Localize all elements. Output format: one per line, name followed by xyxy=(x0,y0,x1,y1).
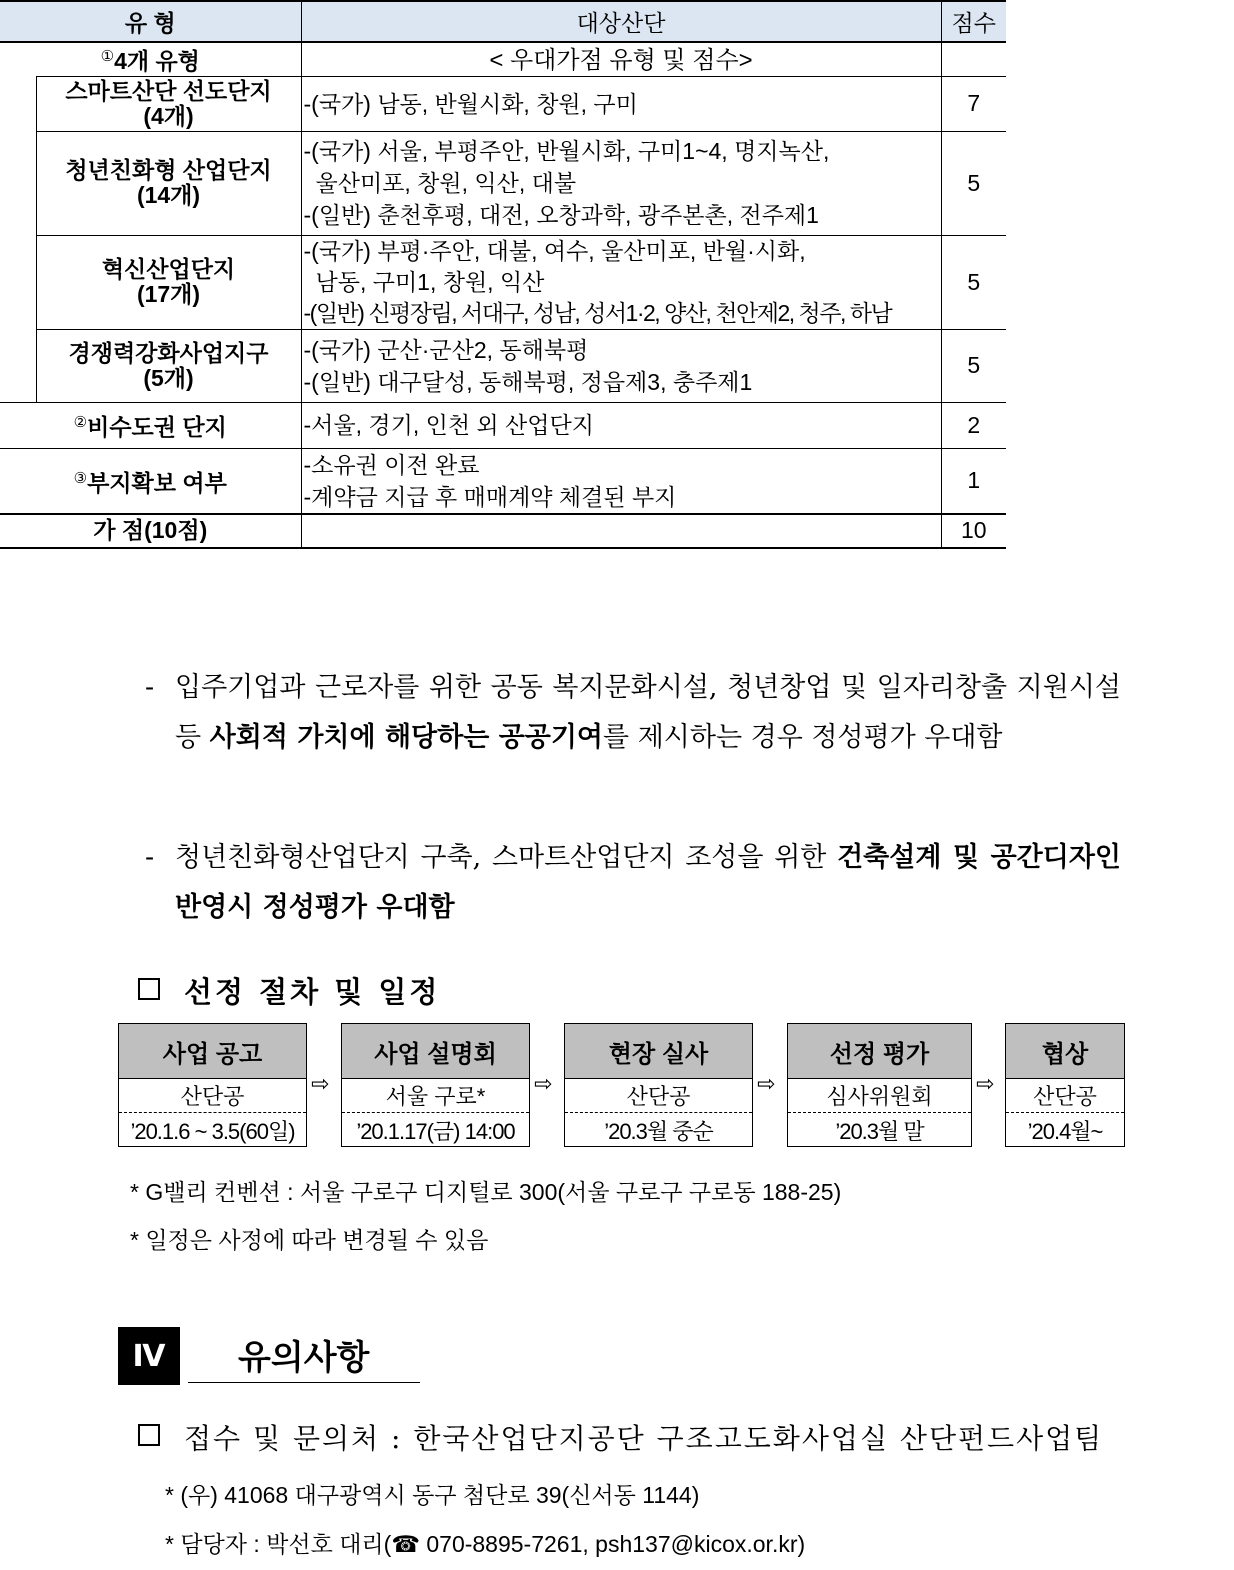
contact-prefix: * 담당자 : 박선호 대리( xyxy=(165,1531,392,1557)
type-name-cell xyxy=(36,329,301,402)
venue-note: * G밸리 컨벤션 : 서울 구로구 디지털로 300(서울 구로구 구로동 188-25) xyxy=(130,1179,842,1205)
type-name-cell xyxy=(36,76,301,131)
target-line: -(일반) 신평장림, 서대구, 성남, 성서1·2, 양산, 천안제2, 청주, 하남 xyxy=(303,299,892,326)
step-negotiation xyxy=(1005,1023,1125,1147)
schedule-change-note: * 일정은 사정에 따라 변경될 수 있음 xyxy=(130,1227,489,1253)
group2-target: -서울, 경기, 인천 외 산업단지 xyxy=(301,402,941,448)
bullet-dash: - xyxy=(145,672,155,703)
step-host: 산단공 xyxy=(565,1079,752,1113)
arrow-right-icon: ⇨ xyxy=(311,1071,330,1096)
type-name-cell xyxy=(36,235,301,329)
group2-row xyxy=(0,402,1006,448)
header-type: 유 형 xyxy=(0,1,301,42)
table-row xyxy=(0,329,1006,402)
schedule-heading: 선정 절차 및 일정 xyxy=(184,975,441,1009)
score-cell: 7 xyxy=(941,76,1006,131)
paragraph-emphasis: 건축설계 및 공간디자인 반영시 정성평가 우대함 xyxy=(175,842,1121,923)
arrow-right-icon: ⇨ xyxy=(534,1071,553,1096)
paragraph-design xyxy=(145,833,1123,933)
group3-target xyxy=(301,448,941,514)
checkbox-icon xyxy=(138,1424,160,1446)
target-line: -(국가) 남동, 반월시화, 창원, 구미 xyxy=(303,90,638,117)
group3-label: 부지확보 여부 xyxy=(87,469,227,496)
circled-number-2: ② xyxy=(73,414,88,431)
target-line: -(국가) 부평·주안, 대불, 여수, 울산미포, 반월·시화, xyxy=(303,237,806,264)
paragraph-text-end: 를 제시하는 경우 정성평가 우대함 xyxy=(603,722,1003,753)
step-title: 현장 실사 xyxy=(565,1024,752,1079)
contact-heading: 접수 및 문의처 : 한국산업단지공단 구조고도화사업실 산단펀드사업팀 xyxy=(184,1422,1104,1455)
step-host: 산단공 xyxy=(1006,1079,1124,1113)
arrow-right-icon: ⇨ xyxy=(976,1071,995,1096)
target-line: 남동, 구미1, 창원, 익산 xyxy=(315,268,545,295)
paragraph-text: 청년친화형산업단지 구축, 스마트산업단지 조성을 위한 xyxy=(175,842,838,873)
paragraph-text: 입주기업과 근로자를 위한 공동 복지문화시설, 청년창업 및 일자리창출 지원시설 등 xyxy=(175,672,1121,753)
type-count: (4개) xyxy=(143,102,194,129)
step-host: 서울 구로* xyxy=(342,1079,529,1113)
paragraph-emphasis: 사회적 가치에 해당하는 공공기여 xyxy=(209,722,604,753)
total-label: 가 점(10점) xyxy=(0,514,301,548)
bonus-score-table xyxy=(0,0,1006,549)
group2-title xyxy=(0,402,301,448)
telephone-icon: ☎ xyxy=(391,1531,420,1557)
step-announcement xyxy=(118,1023,307,1147)
type-name: 청년친화형 산업단지 xyxy=(65,157,272,183)
step-inspection xyxy=(564,1023,753,1147)
target-cell xyxy=(301,235,941,329)
checkbox-icon xyxy=(138,978,160,1000)
step-title: 사업 공고 xyxy=(119,1024,306,1079)
target-cell xyxy=(301,76,941,131)
step-date: ’20.3월 말 xyxy=(835,1119,924,1144)
target-cell xyxy=(301,329,941,402)
group3-score: 1 xyxy=(941,448,1006,514)
step-title: 선정 평가 xyxy=(788,1024,971,1079)
group3-row xyxy=(0,448,1006,514)
section-title: 유의사항 xyxy=(238,1338,370,1378)
target-line: -(일반) 춘천후평, 대전, 오창과학, 광주본촌, 전주제1 xyxy=(303,202,819,228)
total-score: 10 xyxy=(941,514,1006,548)
type-count: (5개) xyxy=(143,364,194,391)
type-name-cell xyxy=(36,131,301,235)
score-cell: 5 xyxy=(941,235,1006,329)
step-date: ’20.4월~ xyxy=(1027,1119,1103,1144)
section-number-badge: Ⅳ xyxy=(118,1327,180,1385)
target-line: -(국가) 서울, 부평주안, 반월시화, 구미1~4, 명지녹산, xyxy=(303,138,830,164)
group2-label: 비수도권 단지 xyxy=(87,414,227,440)
total-target xyxy=(301,514,941,548)
target-line: 울산미포, 창원, 익산, 대불 xyxy=(315,170,577,196)
total-row xyxy=(0,514,1006,548)
section-underline xyxy=(188,1382,420,1383)
type-count: (17개) xyxy=(136,281,201,307)
circled-number-1: ① xyxy=(100,48,115,66)
table-row xyxy=(0,235,1006,329)
step-title: 협상 xyxy=(1006,1024,1124,1079)
group2-score: 2 xyxy=(941,402,1006,448)
circled-number-3: ③ xyxy=(73,469,88,487)
target-line: -소유권 이전 완료 xyxy=(303,451,480,478)
step-date: ’20.1.17(금) 14:00 xyxy=(356,1119,515,1144)
target-line: -(일반) 대구달성, 동해북평, 정읍제3, 충주제1 xyxy=(303,368,753,395)
score-cell: 5 xyxy=(941,131,1006,235)
bullet-dash: - xyxy=(145,842,155,873)
type-name: 혁신산업단지 xyxy=(101,256,236,282)
step-date: ’20.3월 중순 xyxy=(604,1119,713,1144)
step-briefing xyxy=(341,1023,530,1147)
table-caption: < 우대가점 유형 및 점수> xyxy=(489,47,753,74)
target-line: -계약금 지급 후 매매계약 체결된 부지 xyxy=(303,483,677,510)
address-line: * (우) 41068 대구광역시 동구 첨단로 39(신서동 1144) xyxy=(165,1482,700,1508)
score-cell: 5 xyxy=(941,329,1006,402)
target-line: -(국가) 군산·군산2, 동해북평 xyxy=(303,336,589,363)
step-evaluation xyxy=(787,1023,972,1147)
table-header-row xyxy=(0,1,1006,42)
group1-label: 4개 유형 xyxy=(114,48,200,75)
table-row xyxy=(0,76,1006,131)
step-host: 산단공 xyxy=(119,1079,306,1113)
arrow-right-icon: ⇨ xyxy=(757,1071,776,1096)
target-cell xyxy=(301,131,941,235)
contact-details: 070-8895-7261, psh137@kicox.or.kr) xyxy=(419,1531,806,1557)
type-name: 경쟁력강화사업지구 xyxy=(68,339,269,366)
paragraph-public-contribution xyxy=(145,663,1123,763)
type-count: (14개) xyxy=(136,182,201,208)
header-target: 대상산단 xyxy=(301,1,941,42)
header-score: 점수 xyxy=(941,1,1006,42)
table-row xyxy=(0,131,1006,235)
group3-title xyxy=(0,448,301,514)
contact-line xyxy=(165,1526,805,1559)
step-host: 심사위원회 xyxy=(788,1079,971,1113)
type-name: 스마트산단 선도단지 xyxy=(65,77,272,104)
step-title: 사업 설명회 xyxy=(342,1024,529,1079)
step-date: ’20.1.6 ~ 3.5(60일) xyxy=(130,1119,295,1144)
